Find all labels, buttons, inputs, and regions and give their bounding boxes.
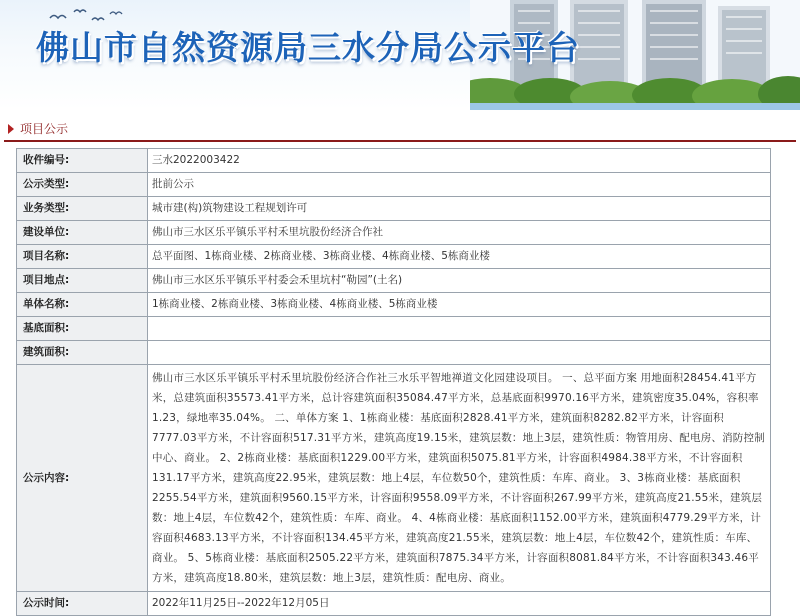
field-label: 收件编号: [17,149,148,173]
table-row [17,293,771,317]
field-label: 项目地点: [17,269,148,293]
field-value: 总平面图、1栋商业楼、2栋商业楼、3栋商业楼、4栋商业楼、5栋商业楼 [148,245,771,269]
site-title: 佛山市自然资源局三水分局公示平台 [36,28,580,67]
field-label: 公示内容: [17,365,148,592]
field-value: 佛山市三水区乐平镇乐平村委会禾里坑村“勒园”(土名) [148,269,771,293]
field-label: 建筑面积: [17,341,148,365]
field-label: 项目名称: [17,245,148,269]
field-value: 2022年11月25日--2022年12月05日 [148,592,771,616]
field-label: 单体名称: [17,293,148,317]
field-value [148,341,771,365]
section-arrow-icon [8,124,14,134]
header-banner [0,0,800,110]
table-row [17,317,771,341]
field-label: 公示类型: [17,173,148,197]
table-row [17,197,771,221]
info-table [16,148,771,616]
announcement-content: 佛山市三水区乐平镇乐平村禾里坑股份经济合作社三水乐平智地禅道文化园建设项目。 一、总平面方案 用地面积28454.41平方米，总建筑面积35573.41平方米，总计容建筑面积35084.47平方米，总基底面积9970.16平方米，建筑密度35.04%，容积率1.23，绿地率35.04%。 二、单体方案 1、1栋商业楼：基底面积2828.41平方米，建筑面积8282.82平方米，计容面积7777.03平方米，不计容面积517.31平方米，建筑高度19.15米，建筑层数：地上3层，建筑性质：物管用房、配电房、消防控制中心、商业。 2、2栋商业楼：基底面积1229.00平方米，建筑面积5075.81平方米，计容面积4984.38平方米，不计容面积131.17平方米，建筑高度22.95米，建筑层数：地上4层，车位数50个，建筑性质：车库、商业。 3、3栋商业楼：基底面积2255.54平方米，建筑面积9560.15平方米，计容面积9558.09平方米，不计容面积267.99平方米，建筑高度21.55米，建筑层数：地上4层，车位数42个，建筑性质：车库、商业。 4、4栋商业楼：基底面积1152.00平方米，建筑面积4779.29平方米，计容面积4683.13平方米，不计容面积134.45平方米，建筑高度21.55米，建筑层数：地上4层，车位数42个，建筑性质：车库、商业。 5、5栋商业楼：基底面积2505.22平方米，建筑面积7875.34平方米，计容面积8081.84平方米，不计容面积343.46平方米，建筑高度18.80米，建筑层数：地上3层，建筑性质：配电房、商业。 [148,365,771,592]
field-label: 公示时间: [17,592,148,616]
table-row [17,173,771,197]
table-row [17,592,771,616]
table-row [17,245,771,269]
table-row [17,221,771,245]
section-header [4,118,796,142]
field-value: 三水2022003422 [148,149,771,173]
field-label: 建设单位: [17,221,148,245]
table-row [17,269,771,293]
table-row [17,365,771,592]
field-label: 业务类型: [17,197,148,221]
field-value [148,317,771,341]
field-value: 佛山市三水区乐平镇乐平村禾里坑股份经济合作社 [148,221,771,245]
field-value: 城市建(构)筑物建设工程规划许可 [148,197,771,221]
section-label: 项目公示 [20,122,69,136]
table-row [17,149,771,173]
field-value: 批前公示 [148,173,771,197]
field-value: 1栋商业楼、2栋商业楼、3栋商业楼、4栋商业楼、5栋商业楼 [148,293,771,317]
table-row [17,341,771,365]
field-label: 基底面积: [17,317,148,341]
